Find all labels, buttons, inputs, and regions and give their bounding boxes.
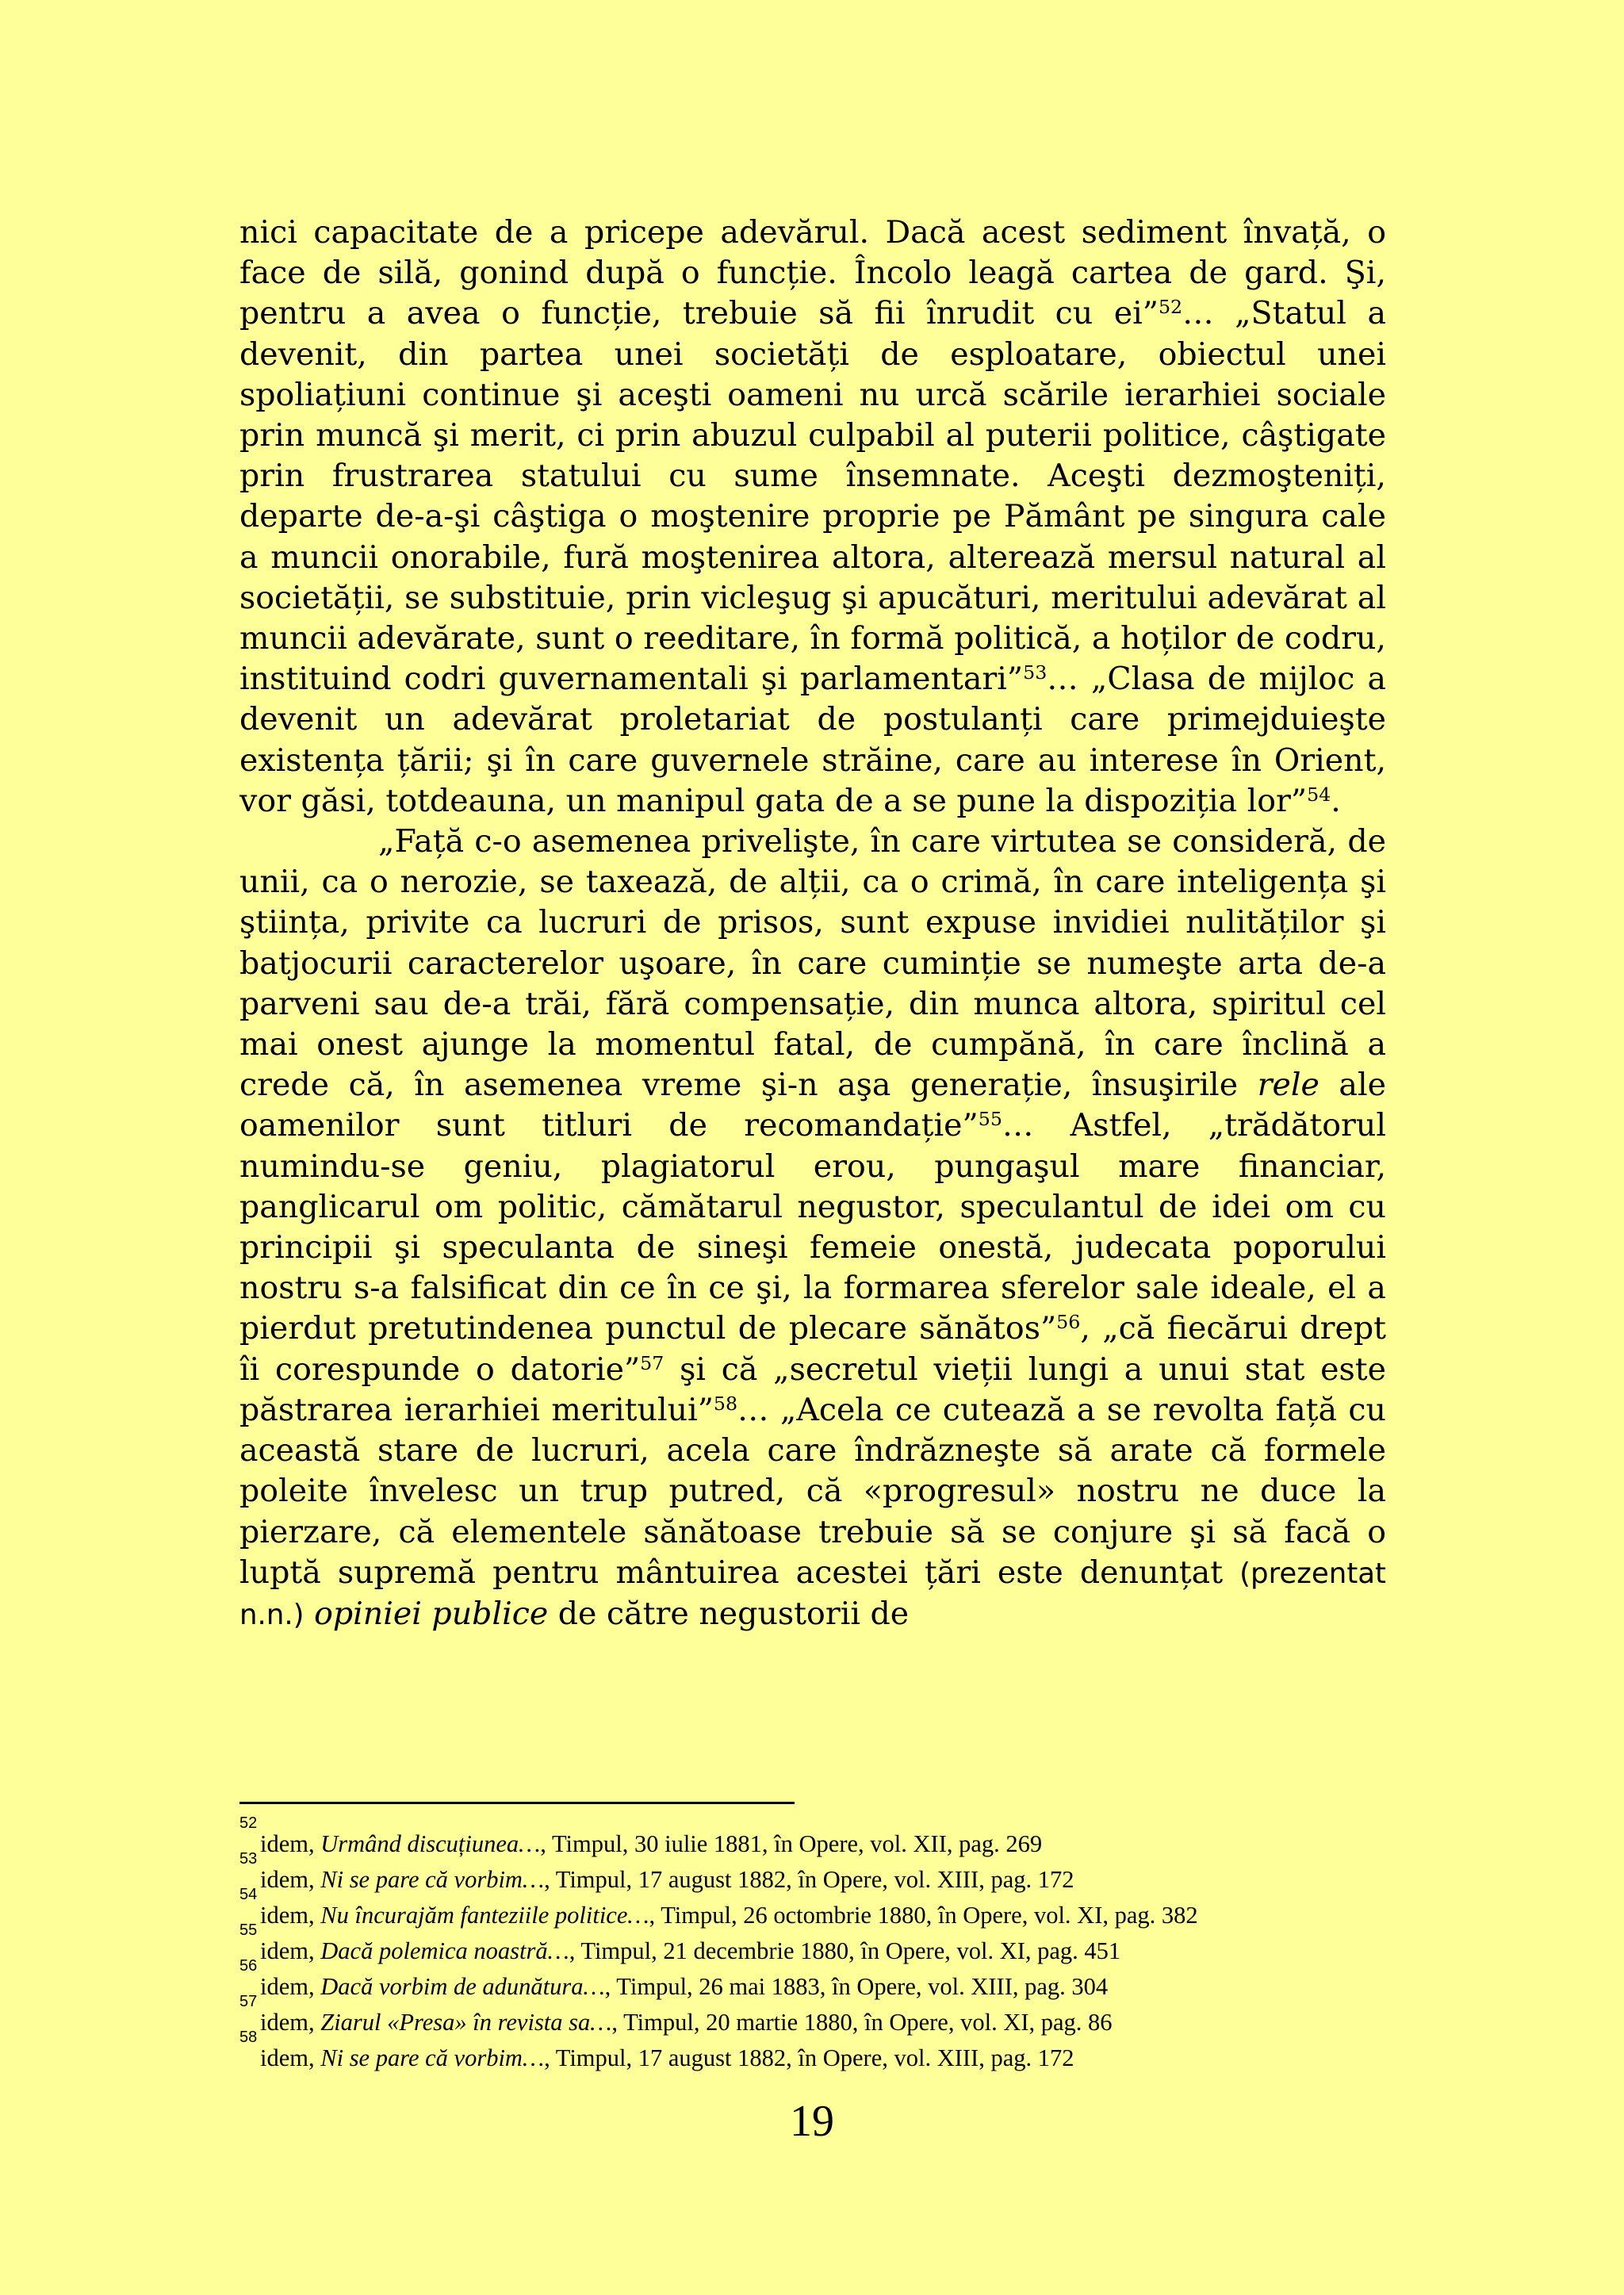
footnote-author: idem, — [260, 1973, 321, 2000]
footnote-52 — [239, 1814, 1386, 1862]
text-run: nici capacitate de a pricepe adevărul. Dacă acest sediment învață, o face de silă, gonind după o funcție. Încolo leagă cartea de gard. Şi, pentru a avea o funcție, trebuie să fii înrudit cu ei” — [239, 214, 1386, 332]
footnote-number: 56 — [239, 1957, 258, 1975]
footnote-source: , Timpul, 26 octombrie 1880, în Opere, vol. XI, pag. 382 — [649, 1902, 1198, 1929]
footnote-55 — [239, 1921, 1386, 1969]
footnote-ref-58[interactable]: 58 — [713, 1392, 738, 1415]
text-run — [304, 1596, 315, 1632]
footnote-number: 55 — [239, 1921, 258, 1939]
footnote-57 — [239, 1993, 1386, 2040]
footnote-source: , Timpul, 21 decembrie 1880, în Opere, vol. XI, pag. 451 — [569, 1937, 1121, 1964]
footnote-ref-54[interactable]: 54 — [1307, 783, 1331, 806]
footnote-title: Ziarul «Presa» în revista sa… — [320, 2009, 612, 2036]
emphasis-text: opiniei publice — [314, 1595, 549, 1632]
footnote-number: 53 — [239, 1850, 258, 1868]
footnote-author: idem, — [260, 1866, 321, 1893]
footnote-ref-53[interactable]: 53 — [1023, 661, 1048, 684]
text-run: , „că fiecărui drept îi corespunde o datorie” — [239, 1310, 1386, 1388]
paragraph-1 — [239, 213, 1386, 822]
text-run: ale oamenilor sunt titluri de recomandație” — [239, 1067, 1386, 1144]
footnote-author: idem, — [260, 2009, 321, 2036]
footnote-source: , Timpul, 17 august 1882, în Opere, vol. XIII, pag. 172 — [544, 1866, 1074, 1893]
footnote-54 — [239, 1886, 1386, 1933]
footnote-ref-56[interactable]: 56 — [1056, 1311, 1081, 1334]
text-run: … Astfel, „trădătorul numindu-se geniu, plagiatorul erou, pungaşul mare financiar, panglicarul om politic, cămătarul negustor, speculantul de idei om cu principii şi speculanta de sineşi femeie onestă, judecata poporului nostru s-a falsificat din ce în ce şi, la formarea sferelor sale ideale, el a pierdut pretutindenea punctul de plecare sănătos” — [239, 1107, 1386, 1347]
body-text — [239, 213, 1386, 1635]
footnote-title: Nu încurajăm fanteziile politice… — [320, 1902, 649, 1929]
footnote-title: Dacă polemica noastră… — [320, 1937, 569, 1964]
text-run: . — [1331, 782, 1341, 819]
footnote-author: idem, — [260, 1830, 321, 1857]
emphasis-text: rele — [1257, 1067, 1320, 1104]
footnotes — [239, 1814, 1386, 2076]
footnote-source: , Timpul, 20 martie 1880, în Opere, vol. XI, pag. 86 — [611, 2009, 1113, 2036]
footnote-58 — [239, 2029, 1386, 2076]
text-run: … „Clasa de mijloc a devenit un adevărat proletariat de postulanți care primejduieşte existența țării; şi în care guvernele străine, care au interese în Orient, vor găsi, totdeauna, un manipul gata de a se pune la dispoziția lor” — [239, 661, 1386, 819]
footnote-source: , Timpul, 30 iulie 1881, în Opere, vol. XII, pag. 269 — [540, 1830, 1043, 1857]
footnote-separator — [239, 1802, 795, 1804]
footnote-author: idem, — [260, 1902, 321, 1929]
footnote-ref-57[interactable]: 57 — [640, 1351, 665, 1374]
text-run: … „Statul a devenit, din partea unei societăți de esploatare, obiectul unei spoliațiuni continue şi aceşti oameni nu urcă scările ierarhiei sociale prin muncă şi merit, ci prin abuzul culpabil al puterii politice, câştigate prin frustrarea statului cu sume însemnate. Aceşti dezmoşteniți, departe de-a-şi câştiga o moştenire proprie pe Pământ pe singura cale a muncii onorabile, fură moştenirea altora, alterează mersul natural al societății, se substituie, prin vicleşug şi apucături, meritului adevărat al muncii adevărate, sunt o reeditare, în formă politică, a hoților de codru, instituind codri guvernamentali şi parlamentari” — [239, 295, 1387, 698]
footnote-56 — [239, 1957, 1386, 2005]
footnote-53 — [239, 1850, 1386, 1898]
footnote-number: 57 — [239, 1993, 258, 2010]
text-run: „Față c-o asemenea privelişte, în care virtutea se consideră, de unii, ca o nerozie, se taxează, de alții, ca o crimă, în care inteligența şi ştiința, privite ca lucruri de prisos, sunt expuse invidiei nulităților şi batjocurii caracterelor uşoare, în care cuminție se numeşte arta de-a parveni sau de-a trăi, fără compensație, din munca altora, spiritul cel mai onest ajunge la momentul fatal, de cumpănă, în care înclină a crede că, în asemenea vreme şi-n aşa generație, însuşirile — [239, 823, 1386, 1104]
footnote-number: 58 — [239, 2029, 258, 2046]
footnote-number: 52 — [239, 1814, 258, 1832]
footnote-source: , Timpul, 26 mai 1883, în Opere, vol. XIII, pag. 304 — [604, 1973, 1109, 2000]
text-run: de către negustorii de — [548, 1595, 910, 1632]
footnote-title: Urmând discuțiunea… — [320, 1830, 541, 1857]
footnote-author: idem, — [260, 1937, 321, 1964]
footnote-number: 54 — [239, 1886, 258, 1903]
page-number: 19 — [790, 2097, 834, 2146]
footnote-source: , Timpul, 17 august 1882, în Opere, vol. XIII, pag. 172 — [544, 2044, 1074, 2071]
footnote-title: Ni se pare că vorbim… — [320, 2044, 545, 2071]
footnote-author: idem, — [260, 2044, 321, 2071]
footnote-ref-55[interactable]: 55 — [978, 1108, 1002, 1131]
text-run: … „Acela ce cutează a se revolta față cu această stare de lucruri, acela care îndrăzneşte să arate că formele poleite învelesc un trup putred, că «progresul» nostru ne duce la pierzare, că elementele sănătoase trebuie să se conjure şi să facă o luptă supremă pentru mântuirea acestei țări este denunțat — [239, 1391, 1386, 1591]
text-run: şi că „secretul vieții lungi a unui stat este păstrarea ierarhiei meritului” — [239, 1351, 1386, 1428]
footnote-title: Ni se pare că vorbim… — [320, 1866, 545, 1893]
editor-note: (prezentat n.n.) — [239, 1557, 1386, 1631]
footnote-title: Dacă vorbim de adunătura… — [320, 1973, 605, 2000]
footnote-ref-52[interactable]: 52 — [1158, 296, 1183, 319]
paragraph-2 — [239, 822, 1386, 1635]
